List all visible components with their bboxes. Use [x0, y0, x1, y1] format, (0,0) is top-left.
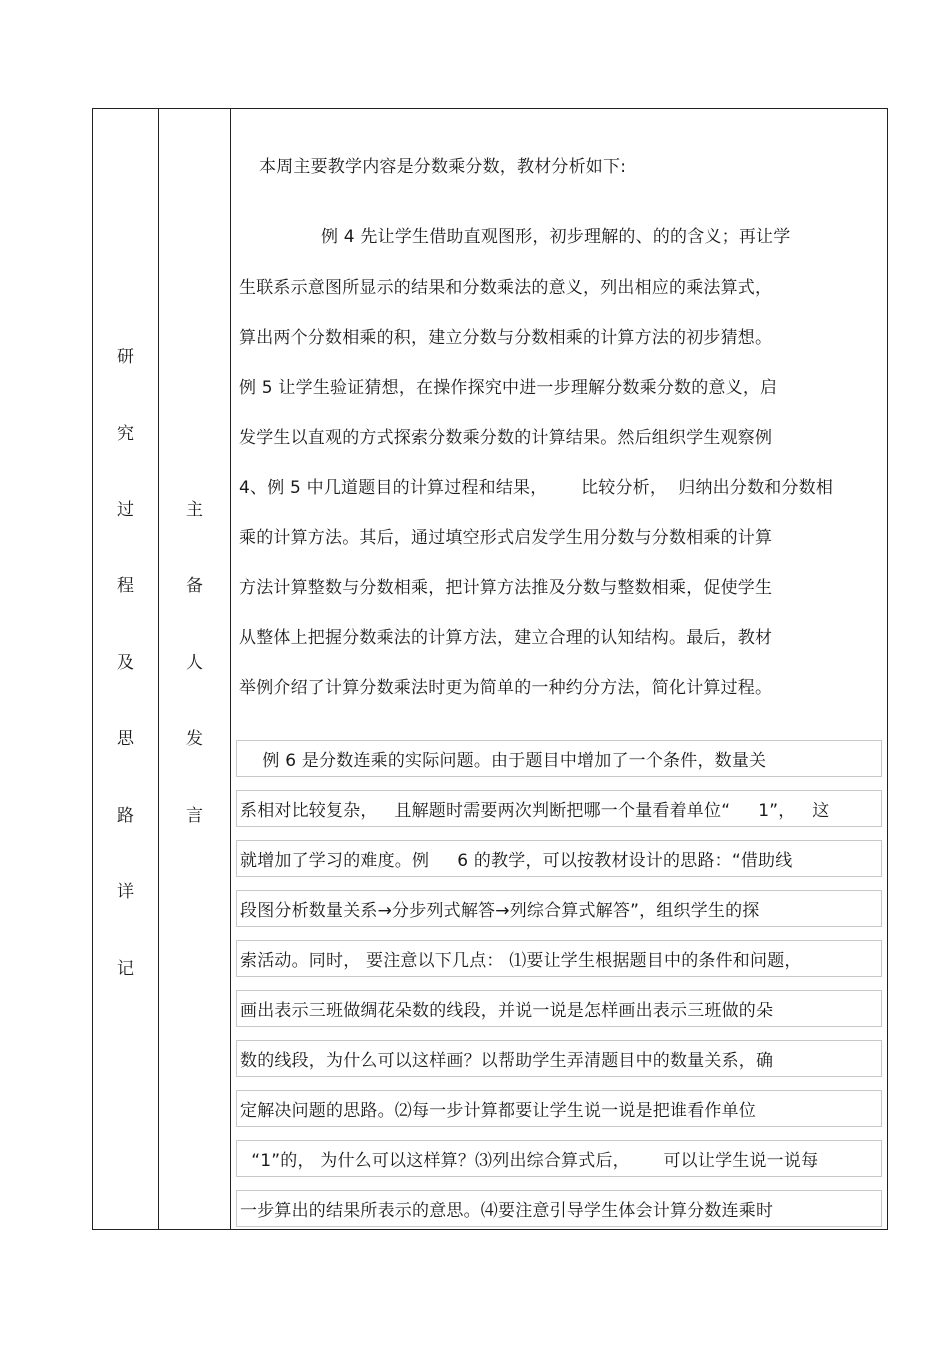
label-char: 研: [117, 347, 134, 367]
label-char: 程: [117, 576, 134, 596]
paragraph-line: 例 6 是分数连乘的实际问题。由于题目中增加了一个条件，数量关: [240, 751, 767, 771]
label-char: 言: [186, 806, 203, 826]
paragraph-line: 段图分析数量关系→分步列式解答→列综合算式解答”，组织学生的探: [240, 901, 760, 921]
label-char: 及: [117, 653, 134, 673]
boxed-line: [236, 740, 882, 777]
label-char: 记: [117, 959, 134, 979]
intro-text: 本周主要教学内容是分数乘分数，教材分析如下:: [259, 157, 627, 177]
boxed-line: [236, 840, 882, 877]
label-char: 过: [117, 500, 134, 520]
label-char: 人: [186, 653, 203, 673]
boxed-line: [236, 790, 882, 827]
column-divider: [230, 109, 231, 1229]
label-char: 思: [117, 729, 134, 749]
paragraph-line: 画出表示三班做绸花朵数的线段，并说一说是怎样画出表示三班做的朵: [240, 1001, 774, 1021]
label-char: 备: [186, 576, 203, 596]
boxed-line: [236, 1040, 882, 1077]
paragraph-line: 算出两个分数相乘的积，建立分数与分数相乘的计算方法的初步猜想。: [239, 328, 773, 348]
paragraph-line: 索活动。同时， 要注意以下几点： ⑴要让学生根据题目中的条件和问题，: [240, 951, 802, 971]
paragraph-line: 方法计算整数与分数相乘，把计算方法推及分数与整数相乘，促使学生: [239, 578, 773, 598]
paragraph-line: 例 4 先让学生借助直观图形，初步理解的、的的含义；再让学: [321, 227, 791, 247]
boxed-line: [236, 990, 882, 1027]
label-char: 主: [186, 500, 203, 520]
boxed-line: [236, 940, 882, 977]
paragraph-line: 例 5 让学生验证猜想，在操作探究中进一步理解分数乘分数的意义，启: [239, 378, 778, 398]
paragraph-line: 就增加了学习的难度。例 6 的教学，可以按教材设计的思路：“借助线: [240, 851, 793, 871]
label-char: 究: [117, 424, 134, 444]
record-table: [92, 108, 888, 1230]
paragraph-line: 乘的计算方法。其后，通过填空形式启发学生用分数与分数相乘的计算: [239, 528, 773, 548]
label-char: 详: [117, 882, 134, 902]
paragraph-line: 4、例 5 中几道题目的计算过程和结果， 比较分析， 归纳出分数和分数相: [239, 478, 834, 498]
paragraph-line: 一步算出的结果所表示的意思。⑷要注意引导学生体会计算分数连乘时: [240, 1201, 774, 1221]
boxed-line: [236, 890, 882, 927]
paragraph-line: 定解决问题的思路。⑵每一步计算都要让学生说一说是把谁看作单位: [240, 1101, 756, 1121]
boxed-line: [236, 1190, 882, 1227]
label-char: 发: [186, 729, 203, 749]
paragraph-line: 发学生以直观的方式探索分数乘分数的计算结果。然后组织学生观察例: [239, 428, 773, 448]
paragraph-line: 数的线段，为什么可以这样画？以帮助学生弄清题目中的数量关系，确: [240, 1051, 774, 1071]
paragraph-line: 生联系示意图所显示的结果和分数乘法的意义，列出相应的乘法算式，: [239, 278, 773, 298]
boxed-line: [236, 1090, 882, 1127]
paragraph-line: 举例介绍了计算分数乘法时更为简单的一种约分方法，简化计算过程。: [239, 678, 773, 698]
paragraph-line: 从整体上把握分数乘法的计算方法，建立合理的认知结构。最后，教材: [239, 628, 773, 648]
paragraph-line: “1”的， 为什么可以这样算？⑶列出综合算式后， 可以让学生说一说每: [240, 1151, 819, 1171]
paragraph-line: 系相对比较复杂， 且解题时需要两次判断把哪一个量看着单位“ 1”， 这: [240, 801, 830, 821]
boxed-line: [236, 1140, 882, 1177]
label-char: 路: [117, 806, 134, 826]
